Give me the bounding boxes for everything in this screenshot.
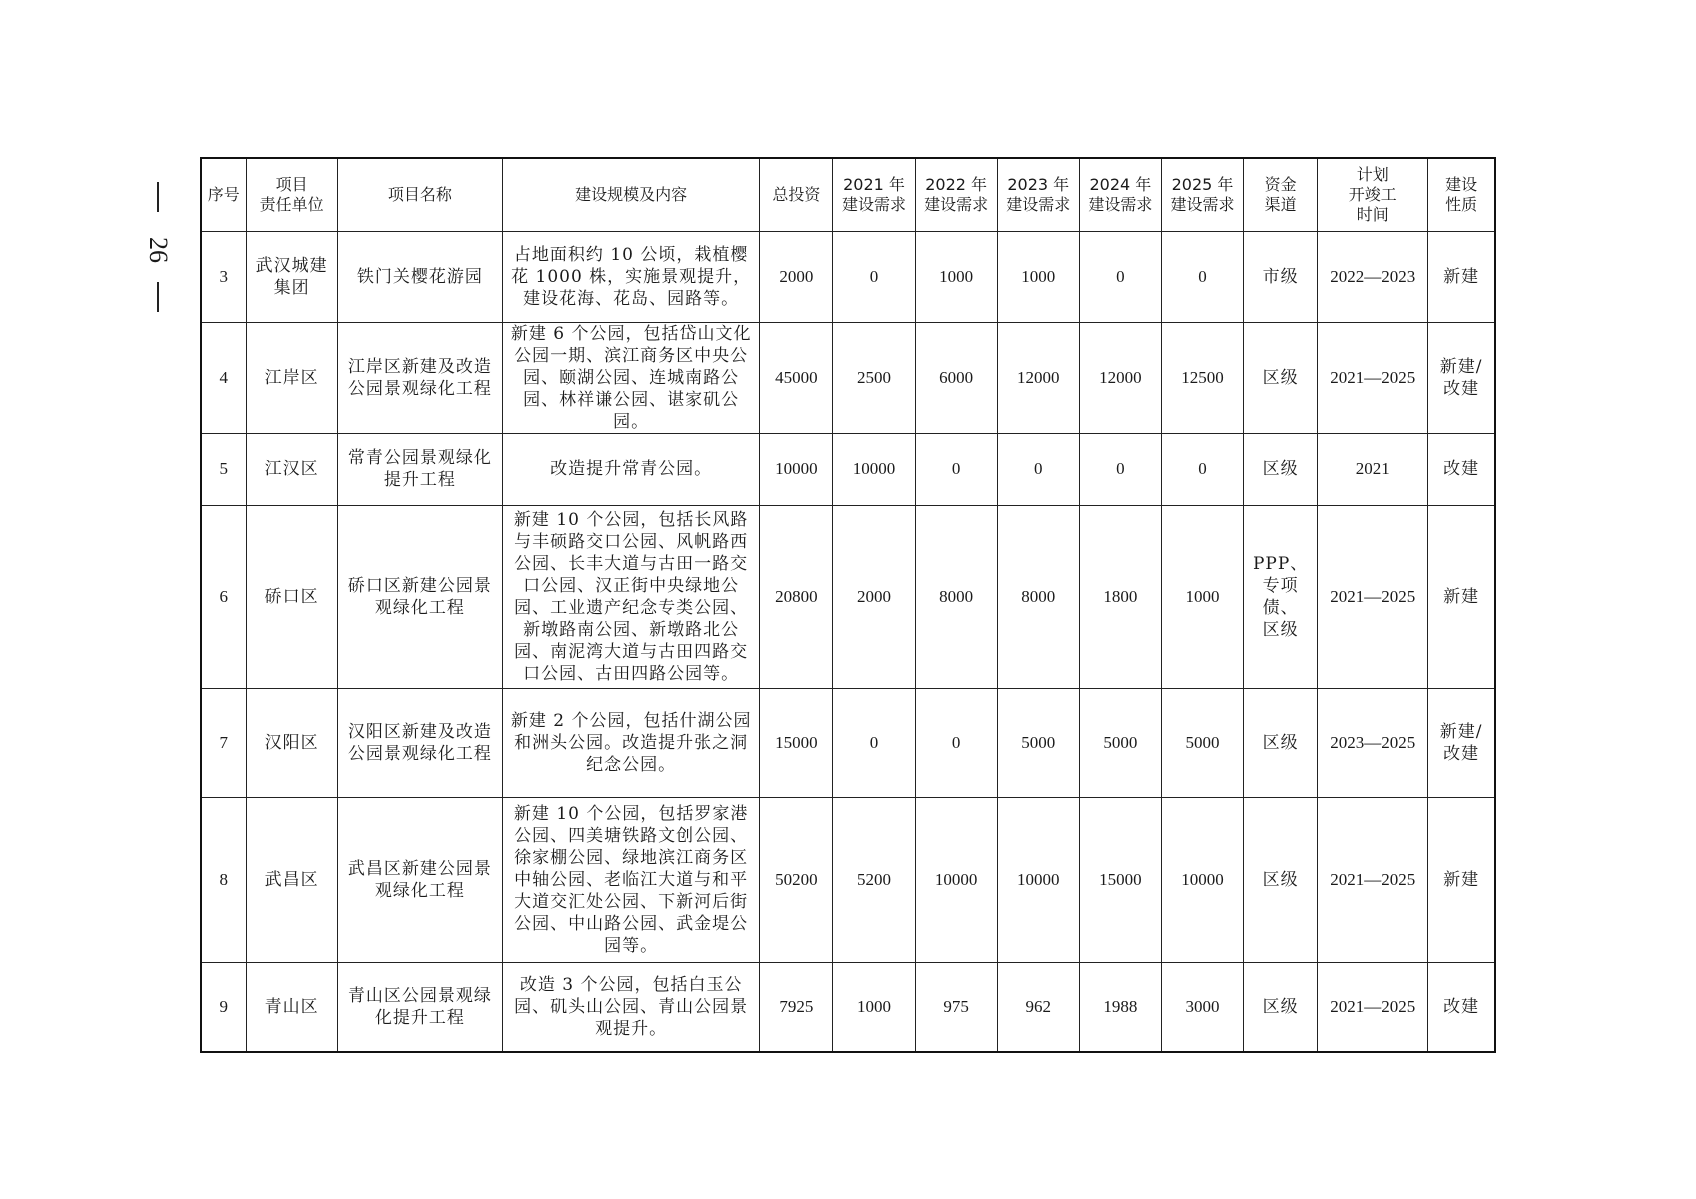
cell-unit: 武汉城建 集团 bbox=[246, 231, 337, 322]
table-row bbox=[201, 962, 1495, 1052]
cell-fund: 区级 bbox=[1244, 688, 1318, 797]
cell-fund: 区级 bbox=[1244, 962, 1318, 1052]
cell-period: 2021—2025 bbox=[1318, 505, 1428, 688]
cell-name: 铁门关樱花游园 bbox=[337, 231, 502, 322]
cell-2022: 10000 bbox=[915, 797, 997, 962]
cell-name: 青山区公园景观绿化提升工程 bbox=[337, 962, 502, 1052]
header-seq: 序号 bbox=[201, 158, 246, 231]
cell-2025: 12500 bbox=[1161, 322, 1243, 433]
cell-nature: 新建 bbox=[1428, 231, 1495, 322]
cell-total: 2000 bbox=[760, 231, 833, 322]
cell-seq: 9 bbox=[201, 962, 246, 1052]
cell-2021: 0 bbox=[833, 688, 915, 797]
cell-2024: 12000 bbox=[1079, 322, 1161, 433]
cell-2021: 2000 bbox=[833, 505, 915, 688]
cell-total: 45000 bbox=[760, 322, 833, 433]
cell-fund: 市级 bbox=[1244, 231, 1318, 322]
cell-content: 改造提升常青公园。 bbox=[502, 433, 759, 505]
cell-content: 新建 6 个公园，包括岱山文化公园一期、滨江商务区中央公园、颐湖公园、连城南路公园、林祥谦公园、谌家矶公园。 bbox=[502, 322, 759, 433]
cell-seq: 4 bbox=[201, 322, 246, 433]
cell-fund: 区级 bbox=[1244, 797, 1318, 962]
header-nature: 建设 性质 bbox=[1428, 158, 1495, 231]
cell-nature: 新建/ 改建 bbox=[1428, 322, 1495, 433]
header-2024: 2024 年 建设需求 bbox=[1079, 158, 1161, 231]
header-period: 计划 开竣工 时间 bbox=[1318, 158, 1428, 231]
cell-unit: 汉阳区 bbox=[246, 688, 337, 797]
cell-content: 改造 3 个公园，包括白玉公园、矶头山公园、青山公园景观提升。 bbox=[502, 962, 759, 1052]
cell-name: 汉阳区新建及改造公园景观绿化工程 bbox=[337, 688, 502, 797]
cell-period: 2022—2023 bbox=[1318, 231, 1428, 322]
header-fund: 资金 渠道 bbox=[1244, 158, 1318, 231]
cell-2023: 12000 bbox=[997, 322, 1079, 433]
cell-2023: 8000 bbox=[997, 505, 1079, 688]
cell-nature: 新建 bbox=[1428, 797, 1495, 962]
cell-2022: 1000 bbox=[915, 231, 997, 322]
cell-content: 新建 10 个公园，包括长风路与丰硕路交口公园、风帆路西公园、长丰大道与古田一路交口公园、汉正街中央绿地公园、工业遗产纪念专类公园、新墩路南公园、新墩路北公园、南泥湾大道与古田四路交口公园、古田四路公园等。 bbox=[502, 505, 759, 688]
cell-seq: 3 bbox=[201, 231, 246, 322]
cell-period: 2021—2025 bbox=[1318, 322, 1428, 433]
table-row bbox=[201, 231, 1495, 322]
cell-content: 新建 2 个公园，包括什湖公园和洲头公园。改造提升张之洞纪念公园。 bbox=[502, 688, 759, 797]
cell-2023: 5000 bbox=[997, 688, 1079, 797]
cell-fund: PPP、 专项债、 区级 bbox=[1244, 505, 1318, 688]
cell-name: 武昌区新建公园景观绿化工程 bbox=[337, 797, 502, 962]
cell-period: 2021 bbox=[1318, 433, 1428, 505]
table-row bbox=[201, 797, 1495, 962]
cell-2021: 1000 bbox=[833, 962, 915, 1052]
cell-fund: 区级 bbox=[1244, 322, 1318, 433]
cell-seq: 7 bbox=[201, 688, 246, 797]
cell-2024: 0 bbox=[1079, 231, 1161, 322]
page-number-dash-bottom bbox=[157, 282, 159, 312]
header-total: 总投资 bbox=[760, 158, 833, 231]
cell-2021: 10000 bbox=[833, 433, 915, 505]
cell-2025: 0 bbox=[1161, 433, 1243, 505]
cell-nature: 新建/ 改建 bbox=[1428, 688, 1495, 797]
cell-2024: 1988 bbox=[1079, 962, 1161, 1052]
cell-2025: 3000 bbox=[1161, 962, 1243, 1052]
cell-content: 占地面积约 10 公顷，栽植樱花 1000 株，实施景观提升，建设花海、花岛、园路等。 bbox=[502, 231, 759, 322]
table-row bbox=[201, 688, 1495, 797]
cell-nature: 改建 bbox=[1428, 962, 1495, 1052]
cell-period: 2021—2025 bbox=[1318, 962, 1428, 1052]
cell-2022: 975 bbox=[915, 962, 997, 1052]
cell-2024: 5000 bbox=[1079, 688, 1161, 797]
cell-2021: 2500 bbox=[833, 322, 915, 433]
cell-total: 10000 bbox=[760, 433, 833, 505]
cell-2021: 0 bbox=[833, 231, 915, 322]
cell-2024: 15000 bbox=[1079, 797, 1161, 962]
cell-2023: 1000 bbox=[997, 231, 1079, 322]
cell-unit: 青山区 bbox=[246, 962, 337, 1052]
cell-unit: 江汉区 bbox=[246, 433, 337, 505]
header-2023: 2023 年 建设需求 bbox=[997, 158, 1079, 231]
cell-unit: 江岸区 bbox=[246, 322, 337, 433]
cell-seq: 8 bbox=[201, 797, 246, 962]
cell-2023: 962 bbox=[997, 962, 1079, 1052]
cell-2025: 0 bbox=[1161, 231, 1243, 322]
cell-period: 2023—2025 bbox=[1318, 688, 1428, 797]
cell-2022: 8000 bbox=[915, 505, 997, 688]
cell-content: 新建 10 个公园，包括罗家港公园、四美塘铁路文创公园、徐家棚公园、绿地滨江商务区中轴公园、老临江大道与和平大道交汇处公园、下新河后街公园、中山路公园、武金堤公园等。 bbox=[502, 797, 759, 962]
cell-2022: 6000 bbox=[915, 322, 997, 433]
cell-2025: 1000 bbox=[1161, 505, 1243, 688]
cell-2024: 1800 bbox=[1079, 505, 1161, 688]
cell-name: 常青公园景观绿化提升工程 bbox=[337, 433, 502, 505]
page-number-text: 26 bbox=[144, 237, 173, 263]
cell-2021: 5200 bbox=[833, 797, 915, 962]
page-number bbox=[140, 182, 176, 312]
cell-total: 20800 bbox=[760, 505, 833, 688]
cell-total: 15000 bbox=[760, 688, 833, 797]
header-unit: 项目 责任单位 bbox=[246, 158, 337, 231]
cell-period: 2021—2025 bbox=[1318, 797, 1428, 962]
cell-seq: 6 bbox=[201, 505, 246, 688]
header-content: 建设规模及内容 bbox=[502, 158, 759, 231]
cell-total: 7925 bbox=[760, 962, 833, 1052]
cell-unit: 武昌区 bbox=[246, 797, 337, 962]
cell-2023: 0 bbox=[997, 433, 1079, 505]
cell-2023: 10000 bbox=[997, 797, 1079, 962]
cell-unit: 硚口区 bbox=[246, 505, 337, 688]
cell-2022: 0 bbox=[915, 688, 997, 797]
cell-name: 江岸区新建及改造公园景观绿化工程 bbox=[337, 322, 502, 433]
page-number-dash-top bbox=[157, 182, 159, 212]
cell-nature: 新建 bbox=[1428, 505, 1495, 688]
cell-2025: 10000 bbox=[1161, 797, 1243, 962]
header-2025: 2025 年 建设需求 bbox=[1161, 158, 1243, 231]
header-2022: 2022 年 建设需求 bbox=[915, 158, 997, 231]
header-name: 项目名称 bbox=[337, 158, 502, 231]
cell-2024: 0 bbox=[1079, 433, 1161, 505]
table-row bbox=[201, 505, 1495, 688]
table-header-row bbox=[201, 158, 1495, 231]
project-table bbox=[200, 157, 1496, 1053]
cell-seq: 5 bbox=[201, 433, 246, 505]
table-row bbox=[201, 433, 1495, 505]
cell-name: 硚口区新建公园景观绿化工程 bbox=[337, 505, 502, 688]
cell-nature: 改建 bbox=[1428, 433, 1495, 505]
header-2021: 2021 年 建设需求 bbox=[833, 158, 915, 231]
cell-total: 50200 bbox=[760, 797, 833, 962]
table-row bbox=[201, 322, 1495, 433]
cell-2025: 5000 bbox=[1161, 688, 1243, 797]
cell-2022: 0 bbox=[915, 433, 997, 505]
cell-fund: 区级 bbox=[1244, 433, 1318, 505]
